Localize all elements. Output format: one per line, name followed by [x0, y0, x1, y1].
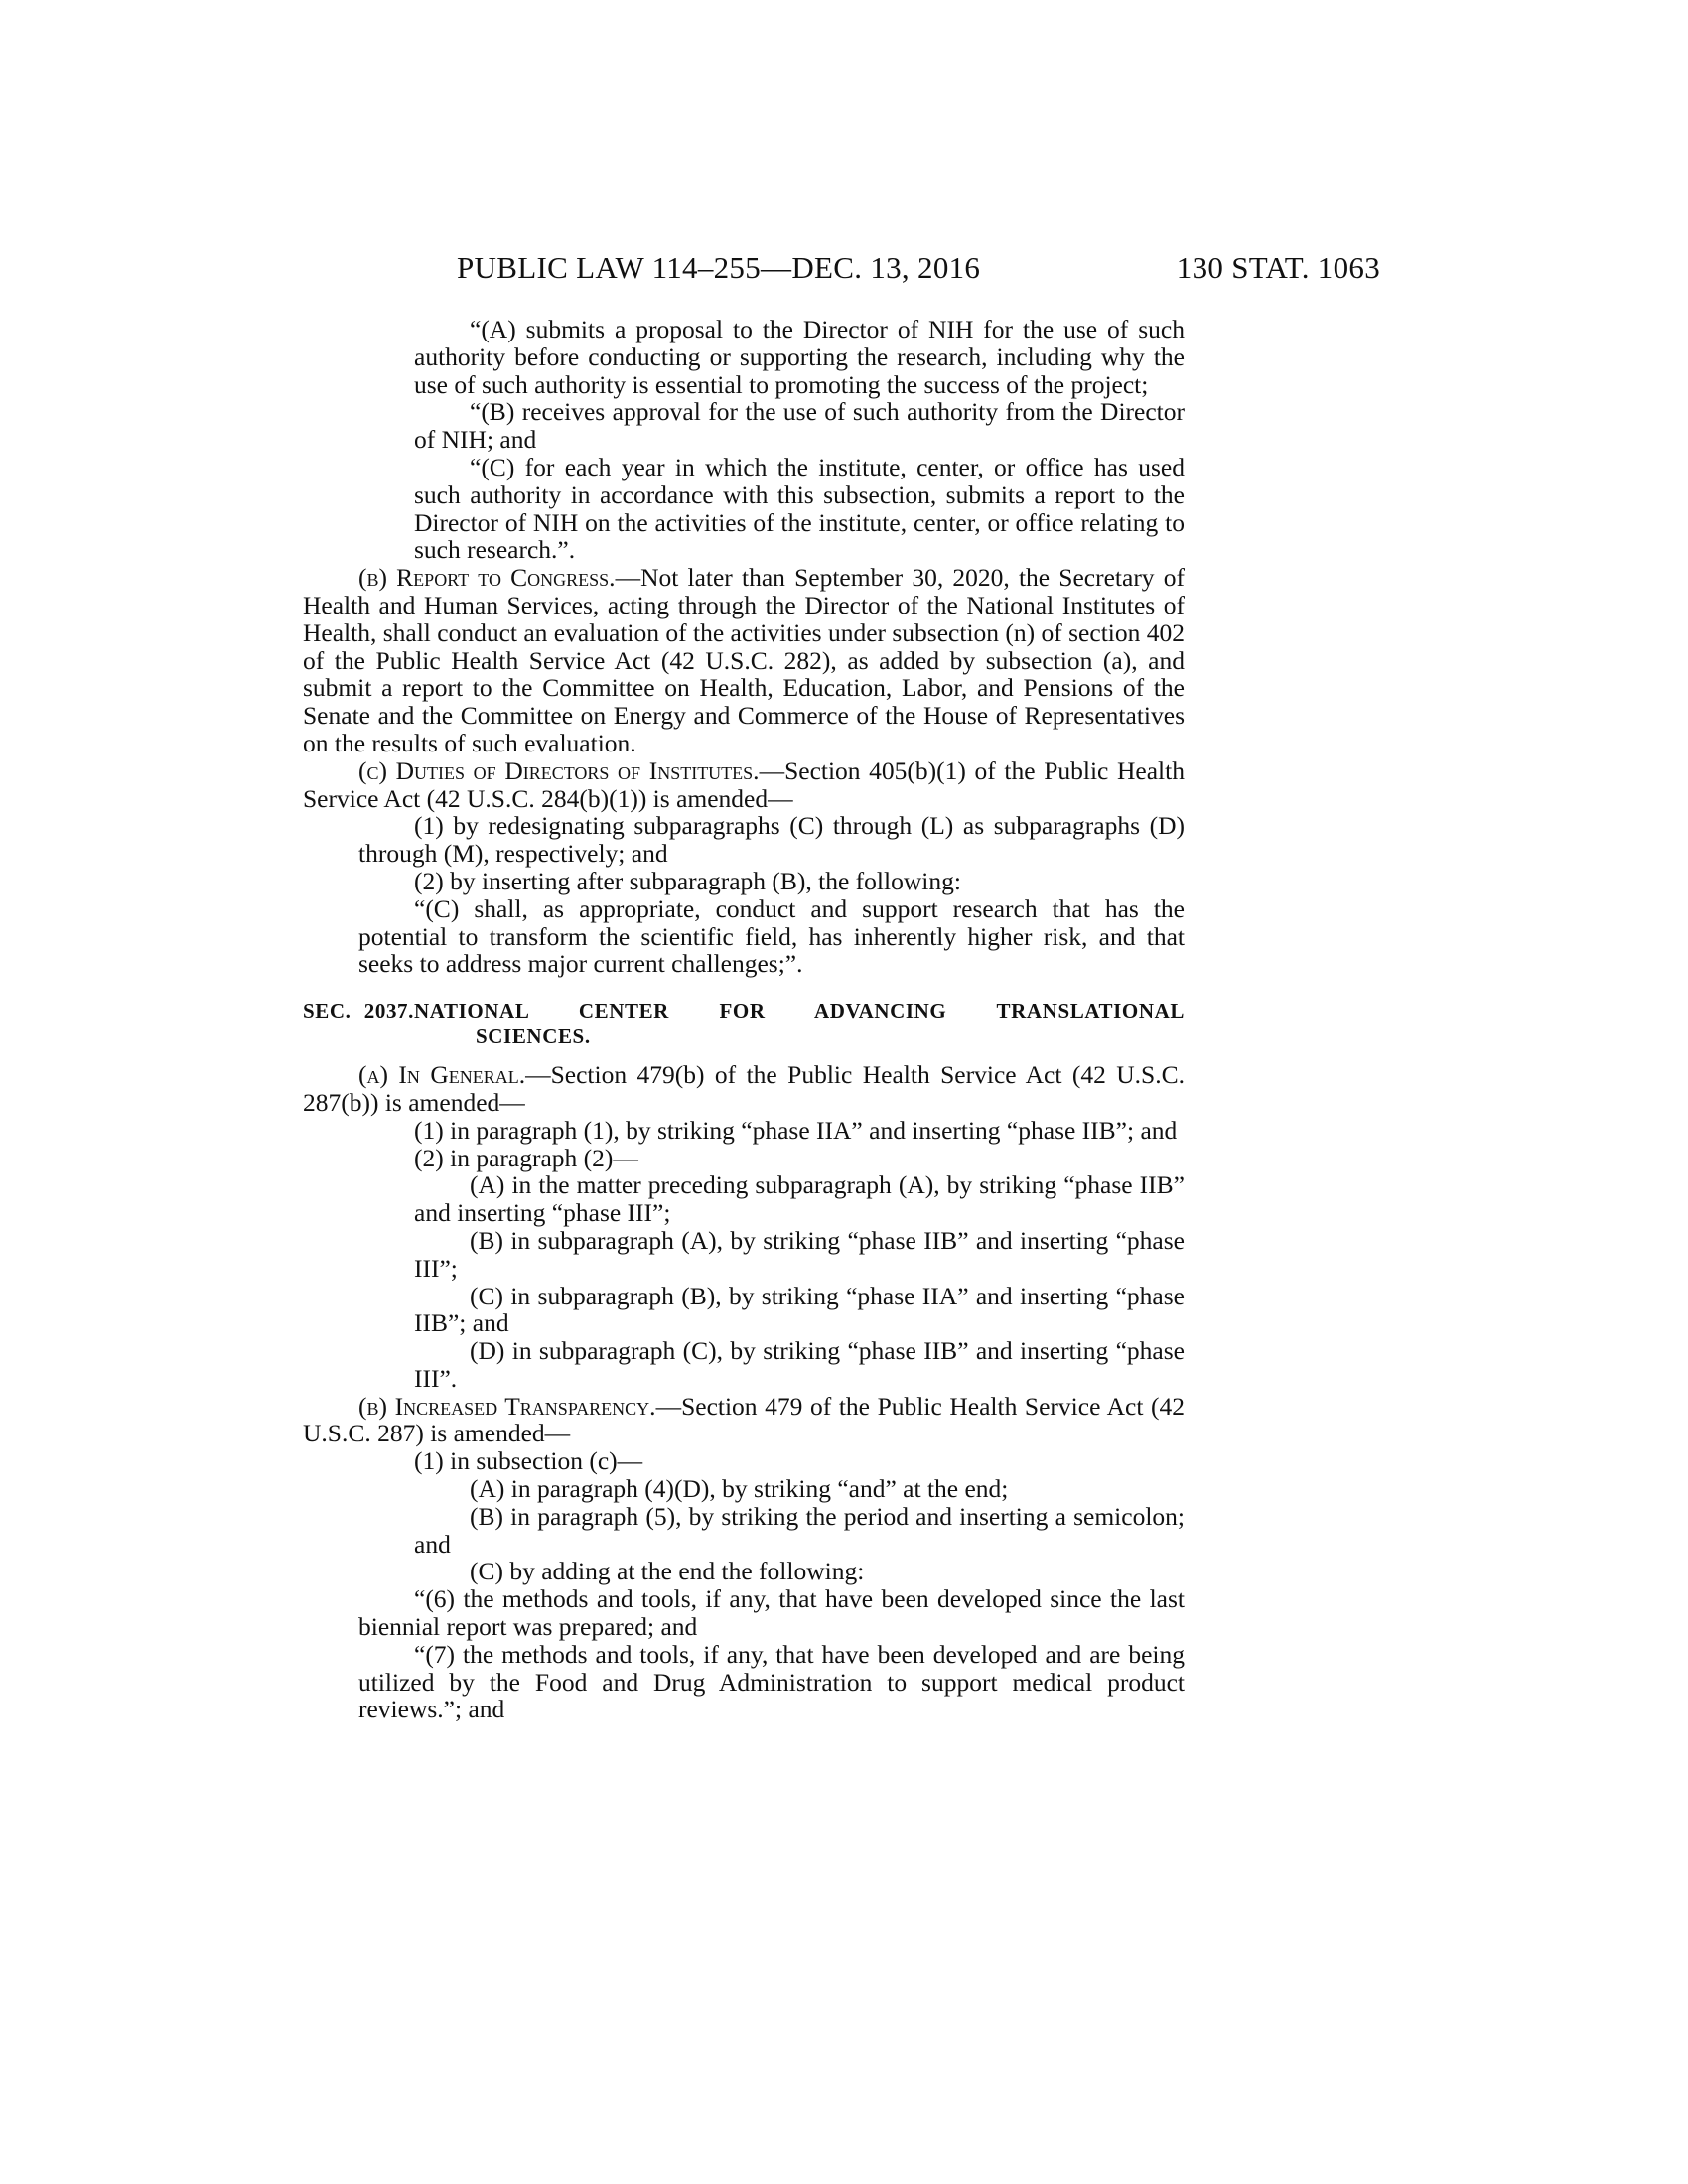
- running-head-page-number: 130 STAT. 1063: [1176, 250, 1380, 285]
- subsection-b-report-to-congress: [303, 564, 1185, 757]
- paragraph-1-phase: (1) in paragraph (1), by striking “phase IIA” and inserting “phase IIB”; and: [414, 1115, 1178, 1145]
- subsection-heading: (c) Duties of Directors of Institutes.: [358, 755, 760, 785]
- quoted-paragraph-6: “(6) the methods and tools, if any, that have been developed since the last biennial report was prepared; and: [358, 1584, 1185, 1642]
- section-number: SEC. 2037.: [303, 999, 414, 1024]
- page-header: [457, 248, 1380, 288]
- subparagraph-b-semicolon: (B) in paragraph (5), by striking the period and inserting a semicolon; and: [414, 1501, 1185, 1559]
- running-head-title: PUBLIC LAW 114–255—DEC. 13, 2016: [457, 250, 981, 285]
- section-heading: [303, 998, 1185, 1049]
- section-heading-line-1: [303, 998, 1185, 1024]
- paragraph-1-redesignating: (1) by redesignating subparagraphs (C) through (L) as subparagraphs (D) through (M), respectively; and: [358, 811, 1185, 869]
- subparagraph-c: “(C) for each year in which the institute, center, or office has used such authority in accordance with this subsection, submits a report to the Director of NIH on the activities of the institute, center, or office relating to such research.”.: [414, 452, 1185, 565]
- subsection-text: —Section 405(b)(1) of the Public Health Service Act (42 U.S.C. 284(b)(1)) is amended—: [303, 755, 1185, 813]
- paragraph-1-subsection-c: (1) in subsection (c)—: [414, 1446, 643, 1476]
- subparagraph-b: “(B) receives approval for the use of such authority from the Director of NIH; and: [414, 397, 1185, 455]
- subsection-text: —Not later than September 30, 2020, the Secretary of Health and Human Services, acting through the Director of the National Institutes of Health, shall conduct an evaluation of the activities under subsection (n) of section 402 of the Public Health Service Act (42 U.S.C. 282), as added by subsection (a), and submit a report to the Committee on Health, Education, Labor, and Pensions of the Senate and the Committee on Energy and Commerce of the House of Representatives on the results of such evaluation.: [303, 563, 1185, 757]
- statute-body: [303, 316, 1185, 1723]
- subsection-b-increased-transparency: [303, 1393, 1185, 1448]
- subsection-heading: (b) Report to Congress.: [358, 563, 616, 593]
- subparagraph-a: “(A) submits a proposal to the Director of NIH for the use of such authority before conducting or supporting the research, including why the use of such authority is essential to promoting the success of the project;: [414, 315, 1185, 399]
- section-title-line-2: SCIENCES.: [476, 1024, 591, 1049]
- subsection-c-duties-of-directors: [303, 757, 1185, 813]
- quoted-subparagraph-c: “(C) shall, as appropriate, conduct and support research that has the potential to transform the scientific field, has inherently higher risk, and that seeks to address major current challenges;”.: [358, 893, 1185, 979]
- subsection-text: —Section 479 of the Public Health Service Act (42 U.S.C. 287) is amended—: [303, 1391, 1186, 1448]
- subsection-heading: (b) Increased Transparency.: [358, 1391, 656, 1421]
- paragraph-2-inserting: (2) by inserting after subparagraph (B), the following:: [414, 866, 961, 895]
- section-title-line-1: NATIONAL CENTER FOR ADVANCING TRANSLATIONAL: [414, 999, 1185, 1024]
- subsection-a-in-general: [303, 1061, 1185, 1117]
- paragraph-2: (2) in paragraph (2)—: [414, 1143, 638, 1172]
- subparagraph-a-striking-and: (A) in paragraph (4)(D), by striking “and” at the end;: [470, 1474, 1009, 1504]
- quoted-paragraph-7: “(7) the methods and tools, if any, that have been developed and are being utilized by the Food and Drug Administration to support medical product reviews.”; and: [358, 1639, 1185, 1724]
- subparagraph-a-matter-preceding: (A) in the matter preceding subparagraph (A), by striking “phase IIB” and inserting “phase III”;: [414, 1170, 1185, 1228]
- subparagraph-c-adding: (C) by adding at the end the following:: [470, 1557, 865, 1586]
- subsection-heading: (a) In General.: [358, 1060, 526, 1090]
- subparagraph-b-phase: (B) in subparagraph (A), by striking “phase IIB” and inserting “phase III”;: [414, 1225, 1185, 1283]
- subparagraph-c-phase: (C) in subparagraph (B), by striking “phase IIA” and inserting “phase IIB”; and: [414, 1281, 1185, 1338]
- subsection-text: —Section 479(b) of the Public Health Service Act (42 U.S.C. 287(b)) is amended—: [303, 1060, 1185, 1117]
- subparagraph-d-phase: (D) in subparagraph (C), by striking “phase IIB” and inserting “phase III”.: [414, 1336, 1185, 1393]
